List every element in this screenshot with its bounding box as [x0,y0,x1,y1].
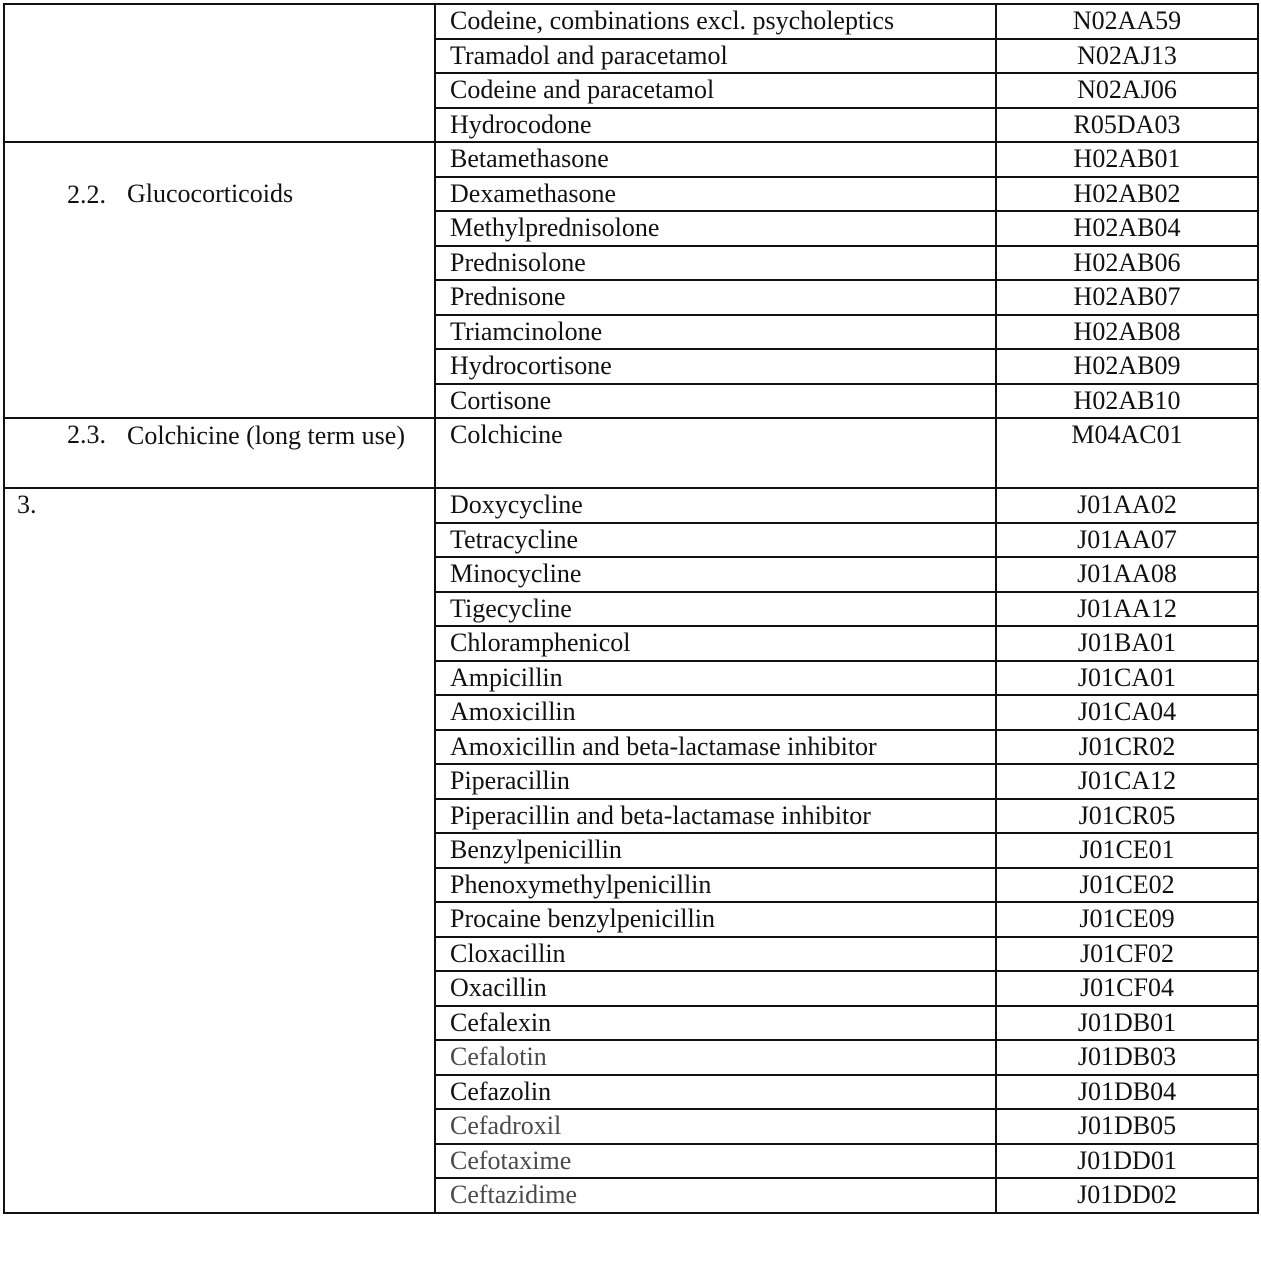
drug-name: Prednisone [435,280,996,315]
drug-name: Piperacillin and beta-lactamase inhibitor [435,799,996,834]
atc-code: J01DB03 [996,1040,1258,1075]
atc-code: H02AB02 [996,177,1258,212]
atc-code: J01DB01 [996,1006,1258,1041]
atc-code: H02AB09 [996,349,1258,384]
atc-code: J01DB05 [996,1109,1258,1144]
atc-code: J01CF04 [996,971,1258,1006]
drug-name: Methylprednisolone [435,211,996,246]
drug-name: Amoxicillin [435,695,996,730]
atc-code: J01CA12 [996,764,1258,799]
drug-name: Tigecycline [435,592,996,627]
group-cell-colchicine [4,418,435,488]
drug-name: Cloxacillin [435,937,996,972]
drug-name: Codeine, combinations excl. psycholeptics [435,4,996,39]
atc-code: R05DA03 [996,108,1258,143]
group-cell-3 [4,488,435,1213]
table-row [4,488,1258,523]
atc-code: J01BA01 [996,626,1258,661]
atc-code: J01CA01 [996,661,1258,696]
atc-code: J01DD01 [996,1144,1258,1179]
atc-code: J01CE01 [996,833,1258,868]
table-row [4,142,1258,177]
drug-name: Colchicine [435,418,996,488]
drug-name: Cefalexin [435,1006,996,1041]
atc-code: H02AB04 [996,211,1258,246]
group-number: 3. [17,490,37,519]
atc-code: N02AA59 [996,4,1258,39]
group-number: 2.2. [67,180,106,209]
drug-name: Codeine and paracetamol [435,73,996,108]
drug-name: Amoxicillin and beta-lactamase inhibitor [435,730,996,765]
atc-code: J01CF02 [996,937,1258,972]
drug-name: Cefadroxil [435,1109,996,1144]
atc-code: H02AB07 [996,280,1258,315]
drug-name: Ceftazidime [435,1178,996,1213]
drug-name: Phenoxymethylpenicillin [435,868,996,903]
drug-name: Chloramphenicol [435,626,996,661]
drug-name: Minocycline [435,557,996,592]
drug-name: Cefotaxime [435,1144,996,1179]
drug-name: Triamcinolone [435,315,996,350]
group-number: 2.3. [67,420,106,449]
atc-code: J01AA12 [996,592,1258,627]
drug-name: Dexamethasone [435,177,996,212]
atc-code: M04AC01 [996,418,1258,488]
atc-code: J01AA02 [996,488,1258,523]
drug-name: Piperacillin [435,764,996,799]
drug-name: Oxacillin [435,971,996,1006]
drug-name: Prednisolone [435,246,996,281]
drug-name: Betamethasone [435,142,996,177]
drug-name: Ampicillin [435,661,996,696]
atc-code: J01CE02 [996,868,1258,903]
atc-code: J01DB04 [996,1075,1258,1110]
atc-code: J01CR02 [996,730,1258,765]
drug-name: Hydrocortisone [435,349,996,384]
atc-code: H02AB06 [996,246,1258,281]
drug-name: Cefazolin [435,1075,996,1110]
drug-name: Hydrocodone [435,108,996,143]
atc-code: N02AJ06 [996,73,1258,108]
group-cell-continued [4,4,435,142]
drug-name: Tramadol and paracetamol [435,39,996,74]
atc-code: J01CR05 [996,799,1258,834]
drug-name: Cortisone [435,384,996,419]
atc-code: H02AB08 [996,315,1258,350]
atc-code: H02AB10 [996,384,1258,419]
group-name: Glucocorticoids [127,179,294,208]
atc-code: J01AA08 [996,557,1258,592]
drug-name: Benzylpenicillin [435,833,996,868]
atc-code-table [3,3,1259,1214]
drug-name: Procaine benzylpenicillin [435,902,996,937]
group-cell-glucocorticoids [4,142,435,418]
atc-code: H02AB01 [996,142,1258,177]
atc-code: J01DD02 [996,1178,1258,1213]
atc-code: J01CA04 [996,695,1258,730]
drug-name: Cefalotin [435,1040,996,1075]
drug-name: Tetracycline [435,523,996,558]
table-row [4,418,1258,488]
group-name: Colchicine (long term use) [127,421,405,450]
atc-code: J01AA07 [996,523,1258,558]
table-row [4,4,1258,39]
atc-code: J01CE09 [996,902,1258,937]
drug-name: Doxycycline [435,488,996,523]
atc-code: N02AJ13 [996,39,1258,74]
